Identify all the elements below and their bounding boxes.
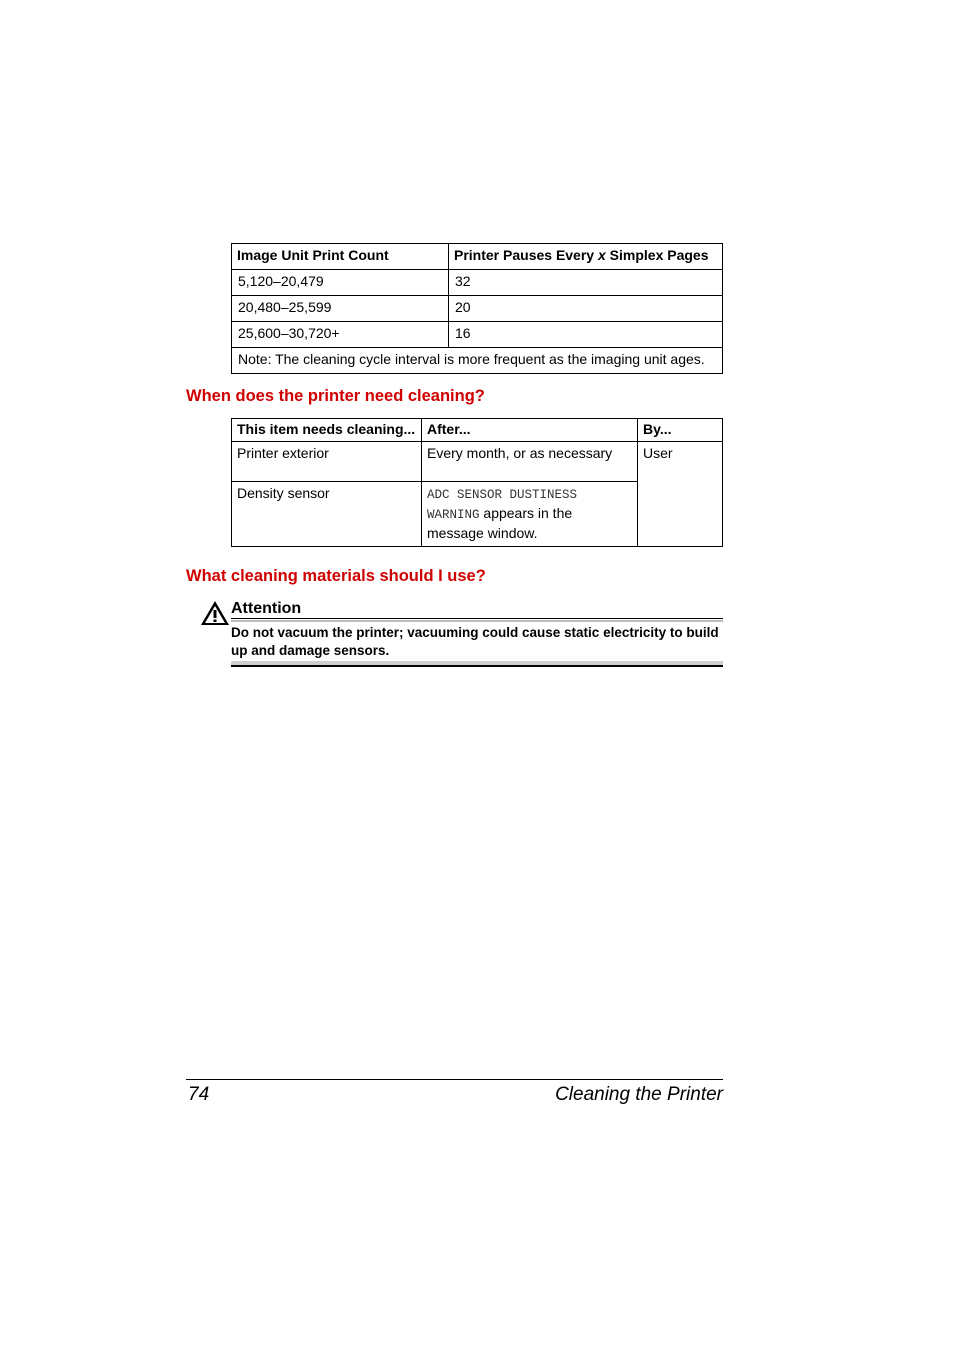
- footer-section-title: Cleaning the Printer: [555, 1084, 723, 1105]
- section-heading-cleaning-materials: What cleaning materials should I use?: [186, 567, 486, 585]
- item-cell: Density sensor: [232, 482, 422, 547]
- by-cell: User: [638, 442, 723, 547]
- header-printer-pauses: [449, 244, 723, 270]
- table-note-row: [232, 348, 723, 374]
- attention-divider: [231, 618, 723, 619]
- print-count-cell: 20,480–25,599: [232, 296, 449, 322]
- table-row: [232, 442, 723, 482]
- attention-box: [200, 598, 723, 670]
- attention-text: Do not vacuum the printer; vacuuming could cause static electricity to build up and damage sensors.: [231, 625, 719, 658]
- header-by: By...: [638, 419, 723, 442]
- message-window-text: ADC SENSOR DUSTINESS WARNING: [427, 488, 578, 522]
- pages-cell: 16: [449, 322, 723, 348]
- pages-cell: 32: [449, 270, 723, 296]
- after-cell: [422, 482, 638, 547]
- table-header-row: [232, 244, 723, 270]
- warning-triangle-icon: [200, 600, 230, 626]
- pages-cell: 20: [449, 296, 723, 322]
- table-note: Note: The cleaning cycle interval is more frequent as the imaging unit ages.: [232, 348, 723, 374]
- table-row: [232, 296, 723, 322]
- footer-rule: [186, 1079, 723, 1080]
- table-row: [232, 322, 723, 348]
- after-cell: Every month, or as necessary: [422, 442, 638, 482]
- item-cell: Printer exterior: [232, 442, 422, 482]
- header-pauses-text: Printer Pauses Every: [454, 247, 598, 263]
- header-pauses-text-end: Simplex Pages: [605, 247, 709, 263]
- print-count-cell: 5,120–20,479: [232, 270, 449, 296]
- header-after: After...: [422, 419, 638, 442]
- section-heading-when-cleaning: When does the printer need cleaning?: [186, 387, 485, 405]
- header-item: This item needs cleaning...: [232, 419, 422, 442]
- print-count-table: [231, 243, 723, 374]
- after-text: appears in the message window.: [427, 505, 573, 541]
- attention-title: Attention: [231, 600, 302, 617]
- header-print-count: Image Unit Print Count: [232, 244, 449, 270]
- print-count-cell: 25,600–30,720+: [232, 322, 449, 348]
- header-pauses-italic: x: [597, 247, 606, 263]
- table-header-row: [232, 419, 723, 442]
- table-row: [232, 270, 723, 296]
- attention-divider-shade: [231, 620, 723, 622]
- cleaning-schedule-table: [231, 418, 723, 547]
- page-number: 74: [188, 1084, 210, 1105]
- attention-bottom-rule: [231, 665, 723, 667]
